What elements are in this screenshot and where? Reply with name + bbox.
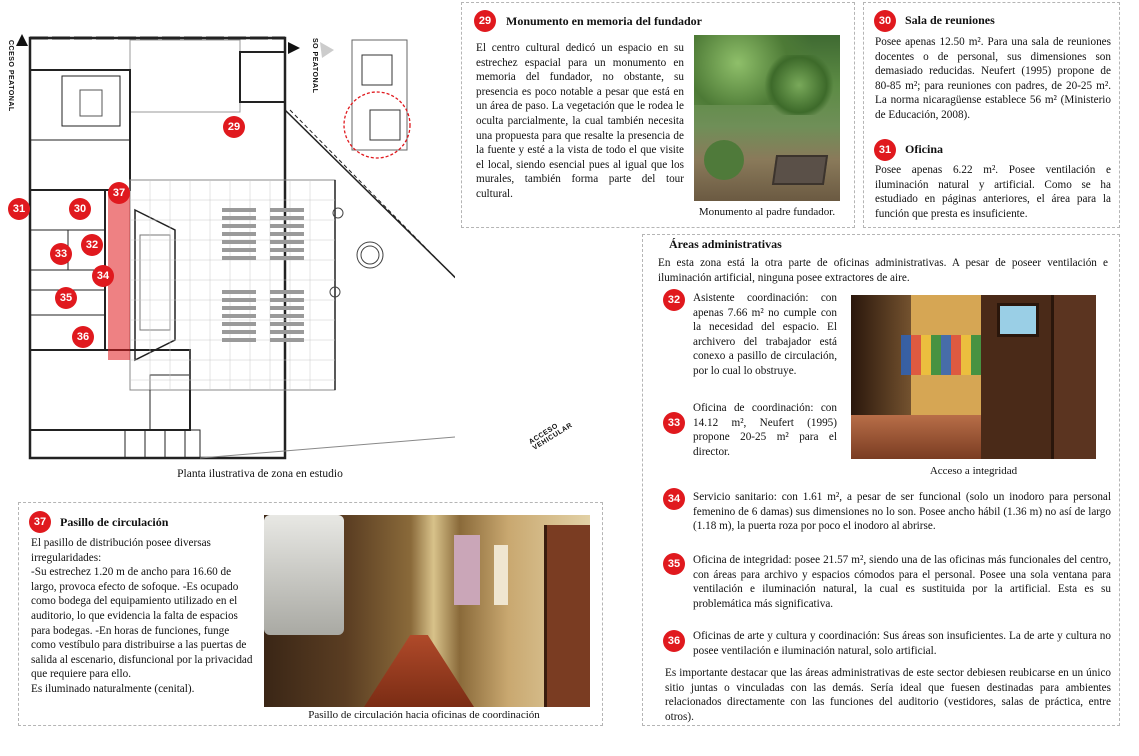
badge-35: 35 [663,553,685,575]
admin-intro: En esta zona está la otra parte de oficinas administrativas. A pesar de poseer ventilación e iluminación artificial, ninguna posee extractores de aire. [658,257,1108,284]
admin-item-36: Oficinas de arte y cultura y coordinación: Sus áreas son insuficientes. La de arte y cultura no posee ventilación e iluminación natural, solo artificial. [693,630,1111,657]
floor-plan [0,0,574,490]
badge-29: 29 [474,10,496,32]
badge-34: 34 [663,488,685,510]
meeting-room-body: Posee apenas 12.50 m². Para una sala de reuniones docentes o de personal, sus dimensiones son demasiado reducidas. Neufert (1995) propone de 80-85 m²; para reuniones con padres, de 20-25 m². La norma nicaragüense establece 56 m² (Ministerio de Educación, 2008). [875,36,1111,121]
badge-30: 30 [874,10,896,32]
corridor-photo [264,515,590,707]
plan-marker-32: 32 [81,234,103,256]
panel-admin [642,234,1120,726]
label-vehicular: ACCESO VEHICULAR [528,421,574,452]
admin-item-34: Servicio sanitario: con 1.61 m², a pesar de ser funcional (solo un inodoro para personal femenino de 6 damas) sus dimensiones no lo son. Posee ancho hábil (1.36 m) no así de largo (1.18 m), la puerta roza por poco el inodoro al abrirse. [693,491,1111,533]
office-body: Posee apenas 6.22 m². Posee ventilación e iluminación natural y artificial. Como se ha estudiado en páginas anteriores, el área para la función que presta es insuficiente. [875,164,1111,220]
admin-item-35: Oficina de integridad: posee 21.57 m², siendo una de las oficinas más funcionales del centro, con áreas para archivo y espacios cómodos para el personal. Posee una sola ventana para ventilación e iluminación natural, la cual es sustituida por la artificial. Esta es su problemática más significativa. [693,554,1111,610]
floor-plan-caption: Planta ilustrativa de zona en estudio [177,468,343,480]
plan-marker-35: 35 [55,287,77,309]
corridor-photo-caption: Pasillo de circulación hacia oficinas de coordinación [308,709,540,721]
plan-marker-29: 29 [223,116,245,138]
panel-corridor [18,502,603,726]
admin-title: Áreas administrativas [669,237,782,251]
label-pedestrian-top: SO PEATONAL [311,38,318,94]
integridad-photo-caption: Acceso a integridad [929,465,1018,477]
meeting-room-title: Sala de reuniones [905,13,995,27]
monument-title: Monumento en memoria del fundador [506,14,702,28]
corridor-body: El pasillo de distribución posee diversas irregularidades: -Su estrechez 1.20 m de ancho para 16.60 de largo, provoca efecto de sofoque. -Es ocupado como bodega del equipamiento utilizado en el auditorio, lo que evidencia la falta de espacios para bodegas. -En horas de funciones, funge como vestíbulo para distribuirse a las puertas de salida al escenario, disfuncional por la privacidad que requiere para ello. Es iluminado naturalmente (cenital). [31,537,253,695]
admin-item-32: Asistente coordinación: con apenas 7.66 m² no cumple con la necesidad del espacio. El archivero del trabajador está conexo a pasillo de circulación, por lo cual lo obstruye. [693,292,837,377]
monument-body: El centro cultural dedicó un espacio en su estrechez espacial para un monumento en memoria del fundador, no obstante, su presencia es poco notable a pesar que está en un área de paso. La vegetación que le rodea le oculta parcialmente, la cual también necesita una propuesta para que resalte la presencia de la fuente y esté a la vista de todo el que visite el local, siendo esencial pues al igual que los murales, también forma parte del tour cultural. [476,42,684,200]
panel-monument [461,2,855,228]
badge-32: 32 [663,289,685,311]
plan-marker-33: 33 [50,243,72,265]
integridad-photo [851,295,1096,459]
badge-31: 31 [874,139,896,161]
admin-closing: Es importante destacar que las áreas administrativas de este sector debiesen reubicarse en un único sitio juntas o vinculadas con las demás. Sería ideal que fuesen destinadas para ambientes relacionados directamente con las funciones del auditorio (vestidores, salas de práctica, entre otros). [665,667,1111,723]
plan-marker-30: 30 [69,198,91,220]
badge-37: 37 [29,511,51,533]
panel-meeting-room [863,2,1120,228]
floor-plan-drawing [0,0,455,470]
plan-marker-37: 37 [108,182,130,204]
plan-marker-36: 36 [72,326,94,348]
plan-marker-34: 34 [92,265,114,287]
office-title: Oficina [905,142,943,156]
badge-33: 33 [663,412,685,434]
monument-photo [694,35,840,201]
badge-36: 36 [663,630,685,652]
label-pedestrian-left: CCESO PEATONAL [7,40,14,112]
monument-photo-caption: Monumento al padre fundador. [698,206,836,218]
admin-item-33: Oficina de coordinación: con 14.12 m², Neufert (1995) propone 20-25 m² para el director. [693,402,837,458]
corridor-title: Pasillo de circulación [60,515,169,529]
plan-marker-31: 31 [8,198,30,220]
